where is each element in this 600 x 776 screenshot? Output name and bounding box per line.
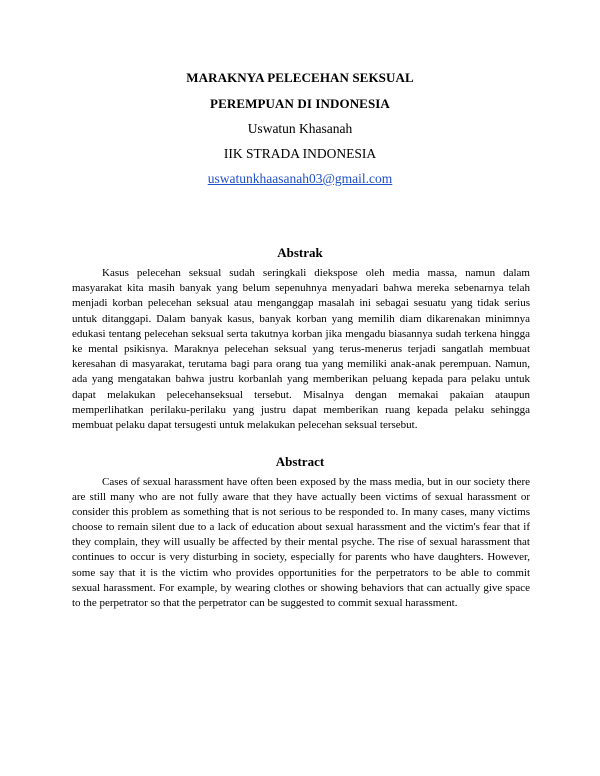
abstract-paragraph: Cases of sexual harassment have often been exposed by the mass media, but in our society there are still many who are not fully aware that they have actually been victims of sexual harassment or consider this problem as something that is not serious to be responded to. In many cases, many victims choose to remain silent due to a lack of education about sexual harassment and the victim's fear that if they complain, they will usually be affected by their mental psyche. The rise of sexual harassment that continues to occur is very disturbing in society, especially for parents who have daughters. However, some say that it is the victim who provides opportunities for the perpetrators to be able to commit sexual harassment. For example, by wearing clothes or showing behaviors that can actually give space to the perpetrator so that the perpetrator can be suggested to commit sexual harassment. — [72, 476, 530, 609]
abstrak-paragraph: Kasus pelecehan seksual sudah seringkali diekspose oleh media massa, namun dalam masyarakat kita masih banyak yang belum sepenuhnya menyadari bahwa mereka sebenarnya telah menjadi korban pelecehan seksual atau menganggap masalah ini sebagai sesuatu yang tidak serius untuk ditanggapi. Dalam banyak kasus, banyak korban yang memilih diam dikarenakan minimnya edukasi tentang pelecehan seksual serta takutnya korban jika mengadu biasannya sudah terkena hingga ke mental psikisnya. Maraknya pelecehan seksual yang terus-menerus terjadi sangatlah membuat keresahan di masyarakat, terutama bagi para orang tua yang memiliki anak-anak perempuan. Namun, ada yang mengatakan bahwa justru korbanlah yang memberikan peluang kepada para pelaku untuk dapat melakukan pelecehanseksual tersebut. Misalnya dengan memakai pakaian ataupun memperlihatkan perilaku-perilaku yang justru dapat memberikan ruang kepada pelaku sehingga membuat pelaku dapat tersugesti untuk melakukan pelecehan seksual tersebut. — [72, 267, 530, 432]
paper-title-line-1: MARAKNYA PELECEHAN SEKSUAL — [186, 70, 414, 85]
author-email — [0, 171, 600, 187]
author-affiliation: IIK STRADA INDONESIA — [223, 146, 377, 161]
author-email-link[interactable]: uswatunkhaasanah03@gmail.com — [207, 171, 393, 186]
abstrak-heading: Abstrak — [277, 245, 323, 260]
paper-title-line-2: PEREMPUAN DI INDONESIA — [210, 96, 390, 111]
author-name: Uswatun Khasanah — [247, 121, 353, 136]
abstract-heading: Abstract — [275, 454, 325, 469]
